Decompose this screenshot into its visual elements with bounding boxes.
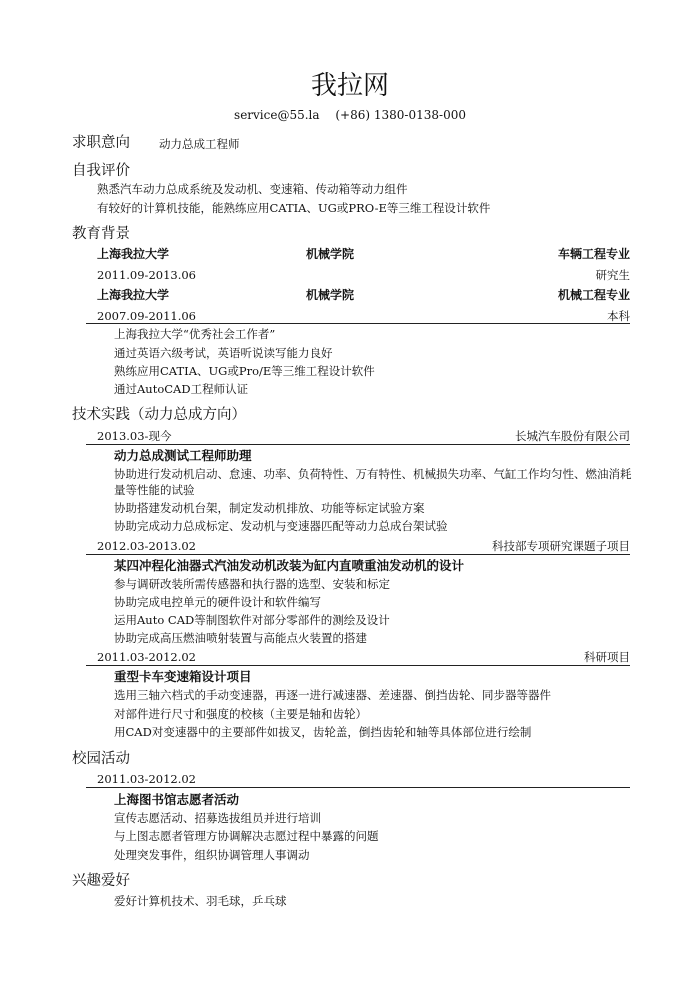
practice-heading: 技术实践（动力总成方向） [72,407,246,423]
education-college: 机械学院 [305,288,354,302]
practice-item: 对部件进行尺寸和强度的校核（主要是轴和齿轮） [114,707,367,721]
email: service@55.la [234,108,320,122]
practice-item: 参与调研改装所需传感器和执行器的选型、安装和标定 [114,577,390,591]
campus-item: 宣传志愿活动、招募选拔组员并进行培训 [114,811,321,825]
education-period: 2011.09-2013.06 [97,268,196,282]
practice-item: 协助完成电控单元的硬件设计和软件编写 [114,595,321,609]
education-school: 上海我拉大学 [97,288,170,302]
practice-item: 运用Auto CAD等制图软件对部分零部件的测绘及设计 [114,613,390,627]
education-note: 通过AutoCAD工程师认证 [114,382,249,396]
divider [86,554,630,555]
education-major: 车辆工程专业 [557,247,630,261]
practice-item: 协助完成动力总成标定、发动机与变速器匹配等动力总成台架试验 [114,519,448,533]
campus-title: 上海图书馆志愿者活动 [114,792,240,807]
practice-title: 某四冲程化油器式汽油发动机改装为缸内直喷重油发动机的设计 [114,558,465,573]
campus-item: 与上图志愿者管理方协调解决志愿过程中暴露的问题 [114,829,379,843]
campus-item: 处理突发事件，组织协调管理人事调动 [114,848,310,862]
education-note: 熟练应用CATIA、UG或Pro/E等三维工程设计软件 [114,364,375,378]
education-note: 上海我拉大学“优秀社会工作者” [114,327,276,341]
objective-heading: 求职意向 [72,135,130,151]
education-period: 2007.09-2011.06 [97,309,196,323]
practice-period: 2011.03-2012.02 [97,650,196,664]
practice-title: 重型卡车变速箱设计项目 [114,669,252,684]
practice-period: 2012.03-2013.02 [97,539,196,553]
education-major: 机械工程专业 [557,288,630,302]
practice-org: 科研项目 [584,650,630,664]
objective-value: 动力总成工程师 [159,137,240,151]
education-college: 机械学院 [305,247,354,261]
phone: (+86) 1380-0138-000 [335,108,466,122]
self-evaluation-heading: 自我评价 [72,163,130,179]
hobbies-heading: 兴趣爱好 [72,873,130,889]
education-degree: 本科 [607,309,630,323]
practice-item: 选用三轴六档式的手动变速器，再逐一进行减速器、差速器、倒挡齿轮、同步器等器件 [114,688,551,702]
education-degree: 研究生 [595,268,630,282]
divider [86,323,630,324]
divider [86,444,630,445]
campus-period: 2011.03-2012.02 [97,772,196,786]
hobby-item: 爱好计算机技术、羽毛球，乒乓球 [114,894,287,908]
education-school: 上海我拉大学 [97,247,170,261]
self-evaluation-item: 熟悉汽车动力总成系统及发动机、变速箱、传动箱等动力组件 [97,182,408,196]
education-heading: 教育背景 [72,226,130,242]
practice-item: 用CAD对变速器中的主要部件如拔叉，齿轮盖，倒挡齿轮和轴等具体部位进行绘制 [114,725,532,739]
practice-item: 协助搭建发动机台架，制定发动机排放、功能等标定试验方案 [114,501,425,515]
contact-line [0,107,700,123]
campus-heading: 校园活动 [72,751,130,767]
practice-org: 科技部专项研究课题子项目 [492,539,630,553]
self-evaluation-item: 有较好的计算机技能，能熟练应用CATIA、UG或PRO-E等三维工程设计软件 [97,201,491,215]
education-note: 通过英语六级考试，英语听说读写能力良好 [114,346,333,360]
divider [86,665,630,666]
resume-name: 我拉网 [310,71,389,101]
practice-org: 长城汽车股份有限公司 [515,429,630,443]
practice-item: 协助进行发动机启动、怠速、功率、负荷特性、万有特性、机械损失功率、气缸工作均匀性、燃油消耗量等性能的试验 [114,467,632,497]
practice-period: 2013.03-现今 [97,429,172,443]
practice-title: 动力总成测试工程师助理 [114,448,252,463]
practice-item: 协助完成高压燃油喷射装置与高能点火装置的搭建 [114,631,367,645]
divider [86,787,630,788]
